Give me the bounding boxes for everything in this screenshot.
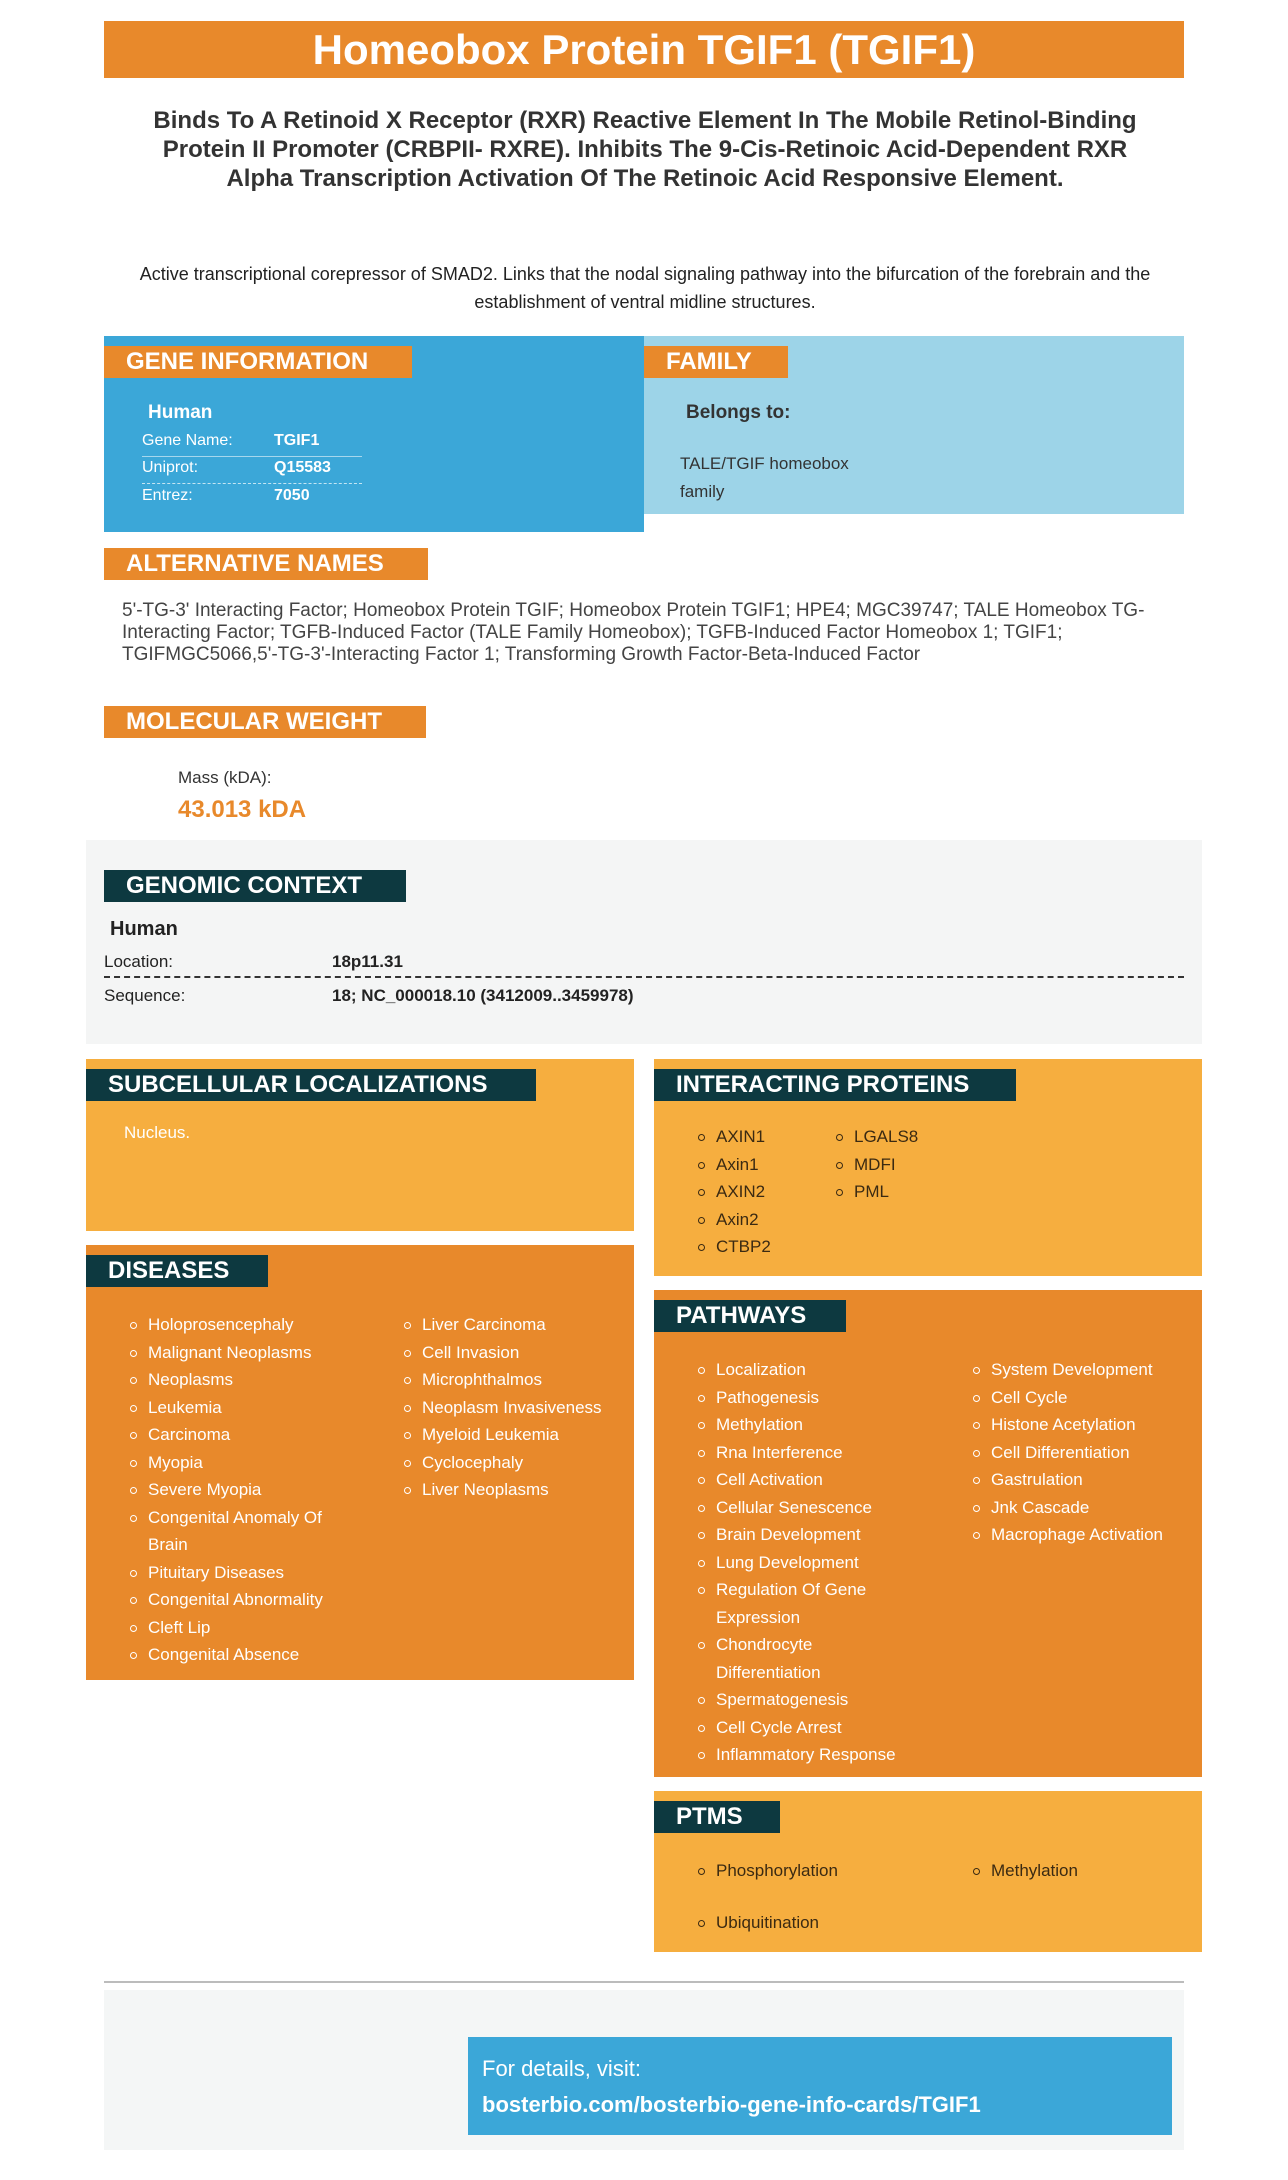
pathways-label: PATHWAYS xyxy=(654,1300,846,1332)
list-item: Regulation Of Gene Expression xyxy=(696,1576,886,1631)
list-item: Jnk Cascade xyxy=(971,1494,1199,1522)
list-item: Congenital Anomaly Of Brain xyxy=(128,1504,348,1559)
subcellular-localizations-label: SUBCELLULAR LOCALIZATIONS xyxy=(86,1069,536,1101)
list-item: Localization xyxy=(696,1356,926,1384)
uniprot-row xyxy=(142,459,362,484)
list-item: Chondrocyte Differentiation xyxy=(696,1631,866,1686)
list-item: Inflammatory Response xyxy=(696,1741,926,1769)
list-item: Macrophage Activation xyxy=(971,1521,1199,1549)
list-item: Congenital Abnormality xyxy=(128,1586,368,1614)
list-item: Axin2 xyxy=(696,1206,771,1234)
list-item: Phosphorylation xyxy=(696,1857,838,1885)
list-item: Myeloid Leukemia xyxy=(402,1421,632,1449)
uniprot-key: Uniprot: xyxy=(142,459,199,476)
list-item: Myopia xyxy=(128,1449,368,1477)
diseases-label: DISEASES xyxy=(86,1255,268,1287)
family-value-line2: family xyxy=(680,482,725,501)
list-item: AXIN1 xyxy=(696,1123,771,1151)
pathways-list-1 xyxy=(696,1356,926,1769)
gene-info-table xyxy=(142,432,362,522)
gene-species: Human xyxy=(148,402,213,423)
list-item: Rna Interference xyxy=(696,1439,926,1467)
list-item: AXIN2 xyxy=(696,1178,771,1206)
list-item: Cell Cycle Arrest xyxy=(696,1714,926,1742)
entrez-value[interactable]: 7050 xyxy=(274,487,310,504)
details-callout xyxy=(468,2037,1172,2135)
list-item: CTBP2 xyxy=(696,1233,771,1261)
entrez-key: Entrez: xyxy=(142,487,193,504)
list-item: System Development xyxy=(971,1356,1199,1384)
list-item: Microphthalmos xyxy=(402,1366,632,1394)
genomic-context-panel xyxy=(86,840,1202,1044)
list-item: Pituitary Diseases xyxy=(128,1559,368,1587)
list-item: Cellular Senescence xyxy=(696,1494,926,1522)
list-item: Holoprosencephaly xyxy=(128,1311,368,1339)
uniprot-value[interactable]: Q15583 xyxy=(274,459,331,476)
family-label: FAMILY xyxy=(644,346,788,378)
list-item: Neoplasms xyxy=(128,1366,368,1394)
list-item: Spermatogenesis xyxy=(696,1686,926,1714)
list-item: MDFI xyxy=(834,1151,918,1179)
location-value: 18p11.31 xyxy=(332,952,403,971)
list-item: Cell Activation xyxy=(696,1466,926,1494)
gene-name-key: Gene Name: xyxy=(142,432,233,449)
entrez-row xyxy=(142,487,362,511)
list-item: Histone Acetylation xyxy=(971,1411,1199,1439)
genomic-species: Human xyxy=(110,918,178,940)
list-item: Liver Neoplasms xyxy=(402,1476,632,1504)
diseases-list-1 xyxy=(128,1311,368,1669)
gene-name-row xyxy=(142,432,362,457)
list-item: Gastrulation xyxy=(971,1466,1199,1494)
gene-information-panel xyxy=(104,336,644,532)
gene-information-label: GENE INFORMATION xyxy=(104,346,412,378)
ptms-panel xyxy=(654,1791,1202,1952)
family-panel xyxy=(644,336,1184,514)
list-item: Cell Differentiation xyxy=(971,1439,1199,1467)
footer-divider xyxy=(104,1981,1184,1983)
genomic-context-label: GENOMIC CONTEXT xyxy=(104,870,406,902)
interacting-proteins-list-1 xyxy=(696,1123,771,1261)
location-key: Location: xyxy=(104,952,173,971)
list-item: Severe Myopia xyxy=(128,1476,368,1504)
mass-value: 43.013 kDA xyxy=(178,796,307,823)
list-item: Axin1 xyxy=(696,1151,771,1179)
ptms-list-1 xyxy=(696,1857,838,1936)
list-item: Pathogenesis xyxy=(696,1384,926,1412)
list-item: Congenital Absence xyxy=(128,1641,368,1669)
diseases-panel xyxy=(86,1245,634,1680)
page-title: Homeobox Protein TGIF1 (TGIF1) xyxy=(104,21,1184,78)
list-item: Methylation xyxy=(971,1857,1078,1885)
list-item: Cell Cycle xyxy=(971,1384,1199,1412)
list-item: Cleft Lip xyxy=(128,1614,368,1642)
sequence-value: 18; NC_000018.10 (3412009..3459978) xyxy=(332,986,634,1005)
list-item: Ubiquitination xyxy=(696,1909,838,1937)
list-item: Malignant Neoplasms xyxy=(128,1339,368,1367)
subcellular-text: Nucleus. xyxy=(124,1123,191,1142)
belongs-to-label: Belongs to: xyxy=(686,402,791,423)
sequence-row xyxy=(104,984,1184,1012)
alternative-names-text: 5'-TG-3' Interacting Factor; Homeobox Protein TGIF; Homeobox Protein TGIF1; HPE4; MGC39747; TALE Homeobox TG-Interacting Factor; TGFB-Induced Factor (TALE Family Homeobox); TGFB-Induced Factor Homeobox 1; TGIF1; TGIFMGC5066,5'-TG-3'-Interacting Factor 1; Transforming Growth Factor-Beta-Induced Factor xyxy=(122,600,1145,665)
details-link[interactable]: bosterbio.com/bosterbio-gene-info-cards/TGIF1 xyxy=(482,2092,981,2117)
details-label: For details, visit: xyxy=(482,2056,641,2081)
ptms-label: PTMS xyxy=(654,1801,780,1833)
gene-name-value: TGIF1 xyxy=(274,432,320,449)
molecular-weight-label: MOLECULAR WEIGHT xyxy=(104,706,426,738)
list-item: LGALS8 xyxy=(834,1123,918,1151)
family-value xyxy=(680,450,849,506)
protein-function-headline: Binds To A Retinoid X Receptor (RXR) Reactive Element In The Mobile Retinol-Binding Protein II Promoter (CRBPII- RXRE). Inhibits The 9-Cis-Retinoic Acid-Dependent RXR Alpha Transcription Activation Of The Retinoic Acid Responsive Element. xyxy=(153,107,1137,192)
alternative-names-label: ALTERNATIVE NAMES xyxy=(104,548,428,580)
location-row xyxy=(104,950,1184,978)
family-value-line1: TALE/TGIF homeobox xyxy=(680,454,849,473)
list-item: Methylation xyxy=(696,1411,926,1439)
list-item: Cell Invasion xyxy=(402,1339,632,1367)
sequence-key: Sequence: xyxy=(104,986,186,1005)
list-item: Carcinoma xyxy=(128,1421,368,1449)
protein-summary: Active transcriptional corepressor of SMAD2. Links that the nodal signaling pathway into the bifurcation of the forebrain and the establishment of ventral midline structures. xyxy=(139,264,1151,312)
interacting-proteins-list-2 xyxy=(834,1123,918,1206)
list-item: Brain Development xyxy=(696,1521,926,1549)
subcellular-localizations-panel xyxy=(86,1059,634,1231)
pathways-panel xyxy=(654,1290,1202,1777)
list-item: Liver Carcinoma xyxy=(402,1311,632,1339)
list-item: PML xyxy=(834,1178,918,1206)
list-item: Cyclocephaly xyxy=(402,1449,632,1477)
pathways-list-2 xyxy=(971,1356,1199,1549)
diseases-list-2 xyxy=(402,1311,632,1504)
list-item: Lung Development xyxy=(696,1549,926,1577)
ptms-list-2 xyxy=(971,1857,1078,1885)
interacting-proteins-panel xyxy=(654,1059,1202,1276)
interacting-proteins-label: INTERACTING PROTEINS xyxy=(654,1069,1016,1101)
list-item: Neoplasm Invasiveness xyxy=(402,1394,632,1422)
list-item: Leukemia xyxy=(128,1394,368,1422)
mass-label: Mass (kDA): xyxy=(178,768,272,787)
